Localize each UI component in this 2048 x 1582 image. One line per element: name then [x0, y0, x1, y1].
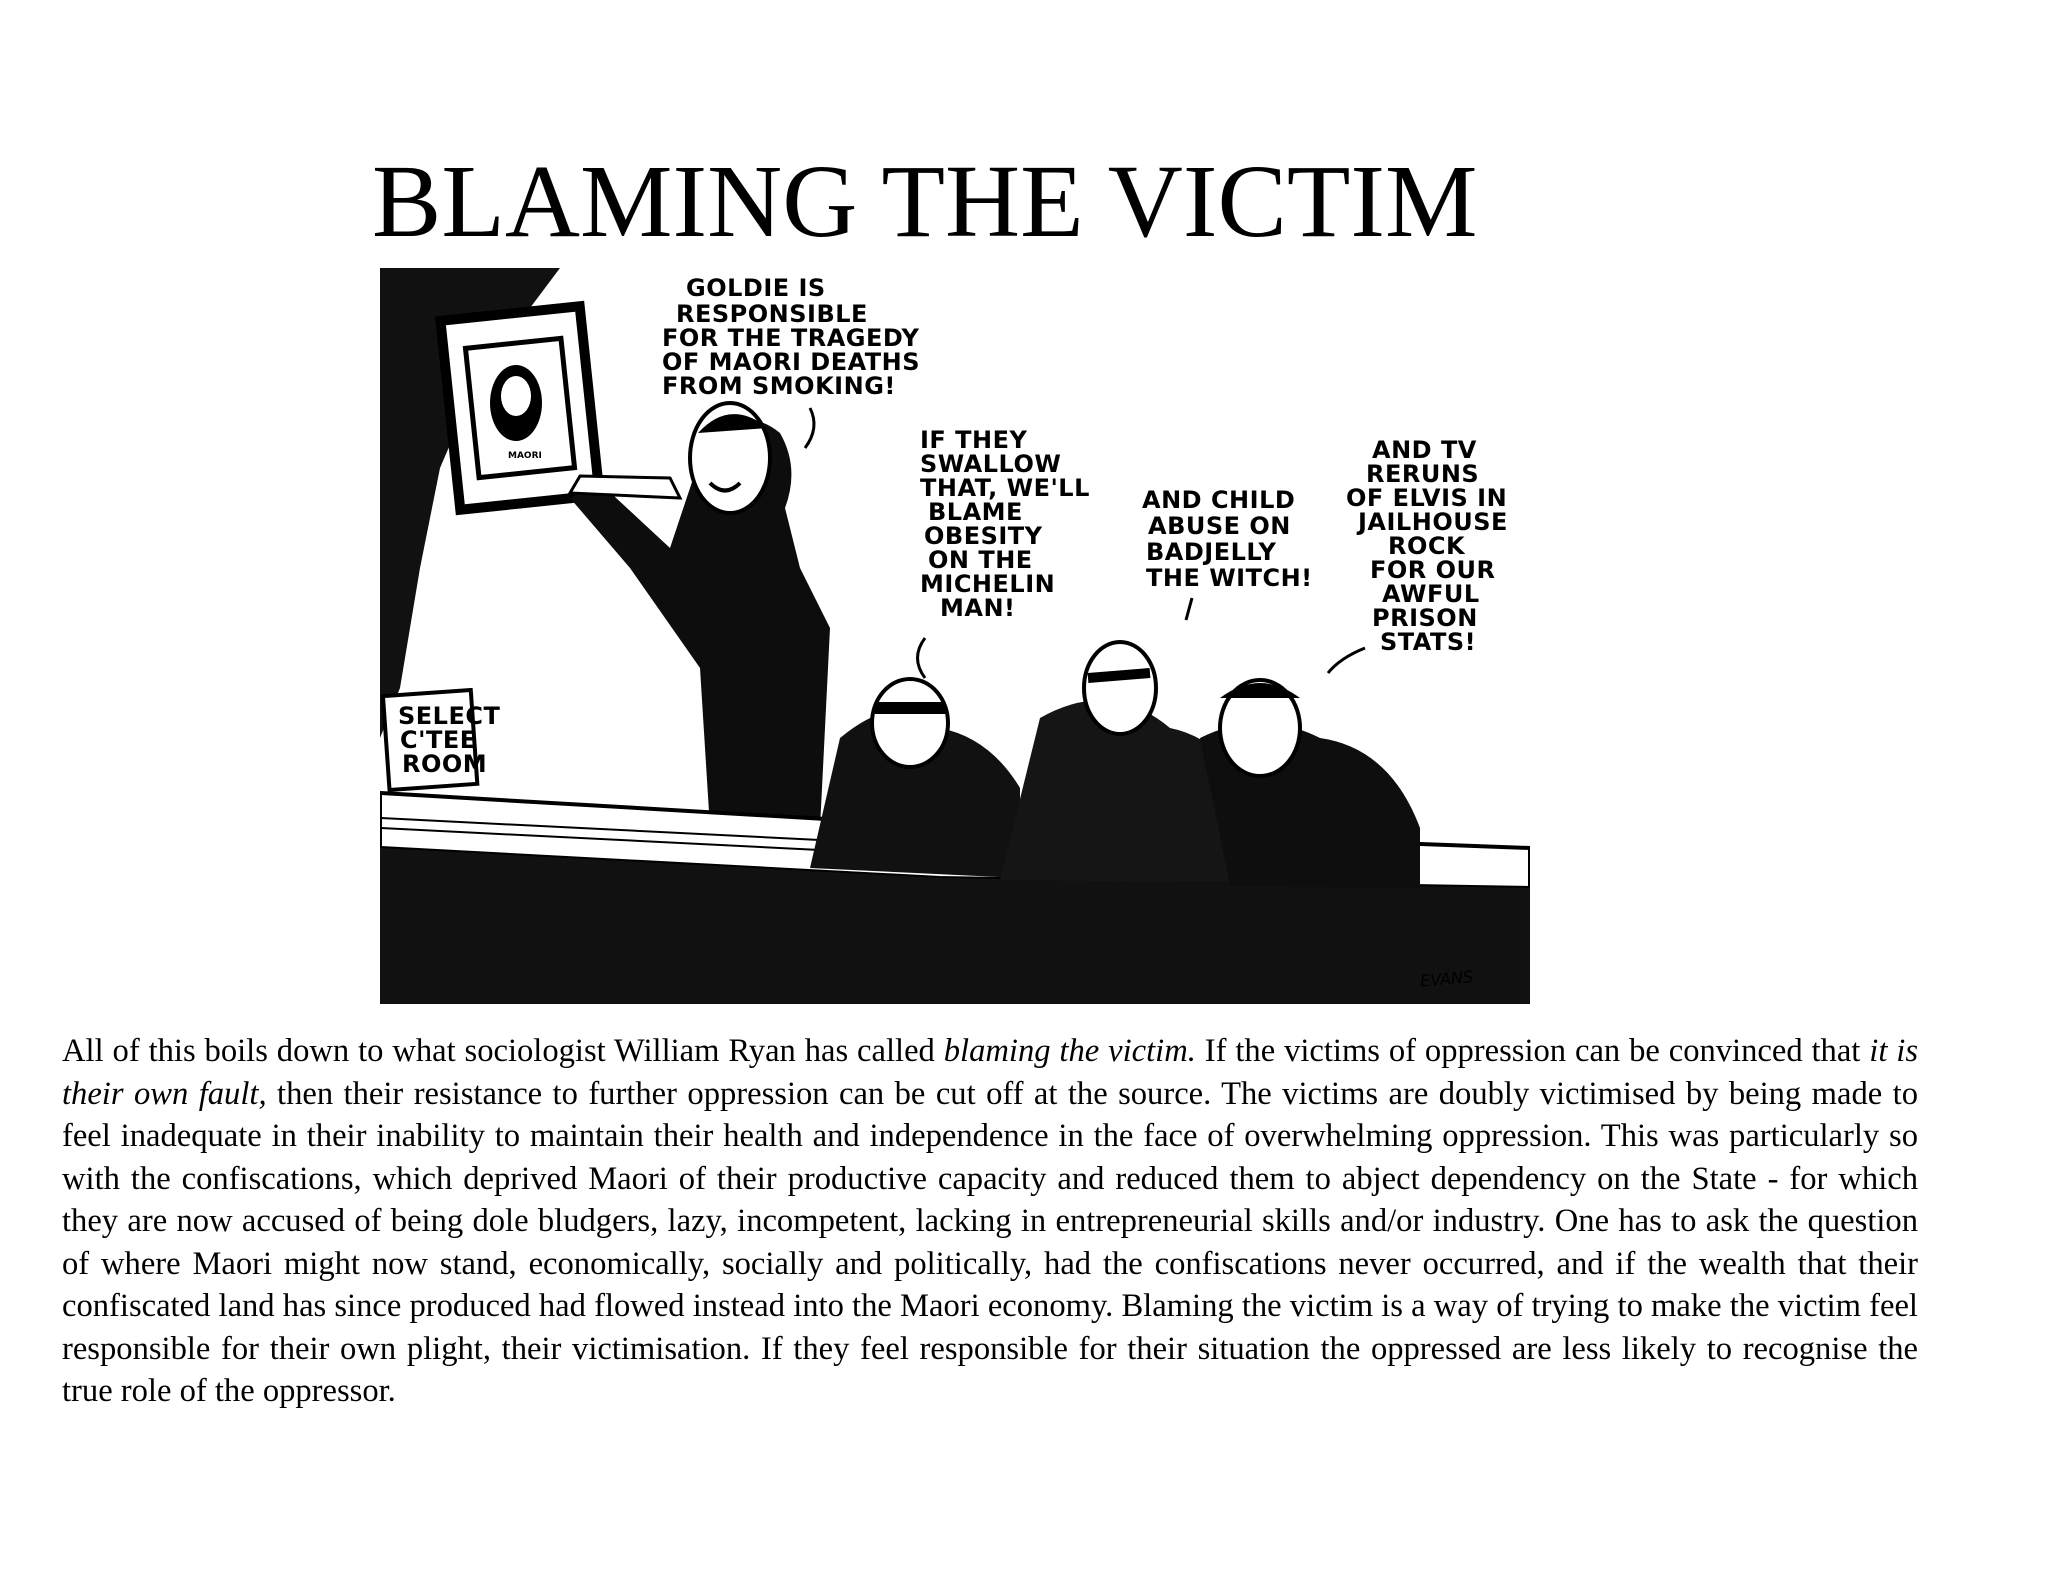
speech-text-badjelly [1142, 486, 1313, 620]
body-emphasis-blaming-the-victim: blaming the victim. [943, 1033, 1196, 1069]
svg-text:STATS!: STATS! [1380, 628, 1477, 656]
svg-text:THE WITCH!: THE WITCH! [1146, 564, 1313, 592]
svg-text:RESPONSIBLE: RESPONSIBLE [676, 300, 868, 328]
svg-text:OF ELVIS IN: OF ELVIS IN [1346, 484, 1508, 512]
svg-text:BLAME: BLAME [928, 498, 1023, 526]
editorial-cartoon [380, 268, 1530, 1004]
svg-text:C'TEE: C'TEE [400, 726, 477, 754]
speech-text-elvis [1328, 436, 1508, 673]
svg-text:GOLDIE IS: GOLDIE IS [686, 274, 826, 302]
page-title: BLAMING THE VICTIM [372, 144, 1478, 259]
svg-text:ROCK: ROCK [1388, 532, 1466, 560]
cartoon-illustration [380, 268, 1530, 1004]
svg-text:SWALLOW: SWALLOW [920, 450, 1062, 478]
svg-text:FOR OUR: FOR OUR [1370, 556, 1496, 584]
svg-text:AWFUL: AWFUL [1382, 580, 1480, 608]
svg-text:MAN!: MAN! [940, 594, 1016, 622]
seated-politicians [810, 642, 1420, 888]
standing-politician [570, 403, 830, 828]
cartoon-signature: EVANS [1419, 967, 1474, 991]
svg-text:JAILHOUSE: JAILHOUSE [1358, 508, 1508, 536]
svg-text:FROM SMOKING!: FROM SMOKING! [662, 372, 896, 400]
svg-text:FOR THE TRAGEDY: FOR THE TRAGEDY [662, 324, 920, 352]
svg-text:BADJELLY: BADJELLY [1146, 538, 1277, 566]
body-text-part-1: All of this boils down to what sociologist William Ryan has called [62, 1033, 944, 1069]
body-text-part-2: If the victims of oppression can be convinced that [1195, 1033, 1870, 1069]
body-paragraph [62, 1030, 1918, 1413]
svg-text:AND TV: AND TV [1372, 436, 1477, 464]
svg-text:ON THE: ON THE [928, 546, 1033, 574]
svg-text:SELECT: SELECT [398, 702, 501, 730]
svg-text:OF MAORI DEATHS: OF MAORI DEATHS [662, 348, 921, 376]
svg-text:PRISON: PRISON [1372, 604, 1478, 632]
body-text-part-3: then their resistance to further oppression can be cut off at the source. The victims are doubly victimised by being made to feel inadequate in their inability to maintain their health and independence in the face of overwhelming oppression. This was particularly so with the confiscations, which deprived Maori of their productive capacity and reduced them to abject dependency on the State - for which they are now accused of being dole bludgers, lazy, incompetent, lacking in entrepreneurial skills and/or industry. One has to ask the question of where Maori might now stand, economically, socially and politically, had the confiscations never occurred, and if the wealth that their confiscated land has since produced had flowed instead into the Maori economy. Blaming the victim is a way of trying to make the victim feel responsible for their own plight, their victimisation. If they feel responsible for their situation the oppressed are less likely to recognise the true role of the oppressor. [62, 1075, 1918, 1409]
svg-text:MICHELIN: MICHELIN [920, 570, 1056, 598]
body-emphasis-own-fault: it is their own fault, [62, 1033, 1918, 1112]
svg-text:RERUNS: RERUNS [1366, 460, 1480, 488]
framed-portrait [440, 306, 599, 510]
speech-text-michelin [918, 426, 1090, 678]
svg-text:THAT, WE'LL: THAT, WE'LL [920, 474, 1090, 502]
svg-text:IF THEY: IF THEY [920, 426, 1028, 454]
select-committee-sign [383, 690, 501, 790]
svg-text:ROOM: ROOM [402, 750, 488, 778]
svg-text:OBESITY: OBESITY [924, 522, 1043, 550]
svg-text:AND CHILD: AND CHILD [1142, 486, 1296, 514]
svg-text:MAORI: MAORI [508, 451, 542, 461]
svg-text:ABUSE ON: ABUSE ON [1148, 512, 1291, 540]
